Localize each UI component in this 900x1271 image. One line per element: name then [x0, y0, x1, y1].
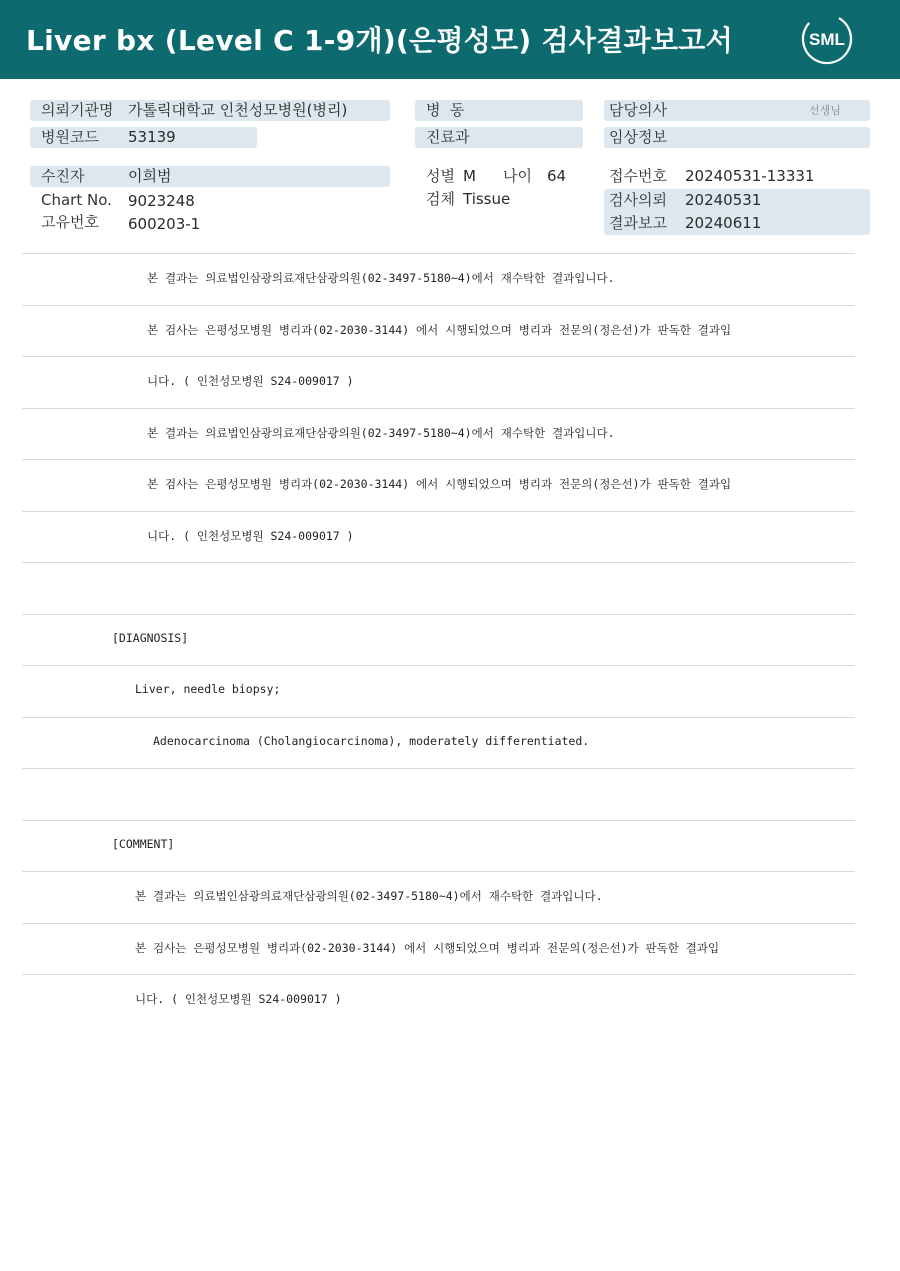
sex-label: 성별: [426, 167, 455, 185]
request-label: 검사의뢰: [609, 191, 667, 209]
age-label: 나이: [503, 167, 532, 185]
hospital-code-label: 병원코드: [41, 128, 99, 146]
report-line-text: [DIAGNOSIS]: [112, 630, 189, 645]
report-line: [22, 305, 855, 357]
chart-label: Chart No.: [41, 191, 112, 209]
result-value: 20240611: [685, 214, 762, 232]
report-body: [22, 253, 855, 1026]
report-line-text: 본 검사는 은평성모병원 병리과(02-2030-3144) 에서 시행되었으며 병리과 전문의(정은선)가 판독한 결과입: [147, 322, 732, 337]
report-line: [22, 356, 855, 408]
report-line-text: [COMMENT]: [112, 836, 175, 851]
institution-label: 의뢰기관명: [41, 101, 114, 119]
request-value: 20240531: [685, 191, 762, 209]
report-line: [22, 717, 855, 769]
report-line: [22, 511, 855, 563]
report-title: Liver bx (Level C 1-9개)(은평성모) 검사결과보고서: [26, 24, 734, 57]
doctor-label: 담당의사: [609, 101, 667, 119]
id-value: 600203-1: [128, 215, 201, 233]
doctor-suffix: 선생님: [809, 104, 841, 117]
report-line: [22, 665, 855, 717]
report-line: [22, 871, 855, 923]
report-line: [22, 768, 855, 820]
chart-value: 9023248: [128, 192, 195, 210]
report-line-text: Adenocarcinoma (Cholangiocarcinoma), moderately differentiated.: [153, 733, 590, 748]
report-line-text: 니다. ( 인천성모병원 S24-009017 ): [147, 374, 354, 388]
patient-label: 수진자: [41, 167, 85, 185]
clinical-label: 임상정보: [609, 128, 667, 146]
report-line: [22, 253, 855, 305]
report-line: [22, 614, 855, 666]
hospital-code-value: 53139: [128, 128, 176, 146]
report-line: [22, 562, 855, 614]
report-line: [22, 820, 855, 872]
receipt-label: 접수번호: [609, 167, 667, 185]
report-line: [22, 408, 855, 460]
report-line: [22, 459, 855, 511]
result-label: 결과보고: [609, 214, 667, 232]
sml-logo: [800, 12, 854, 66]
report-line-text: 본 결과는 의료법인삼광의료재단삼광의원(02-3497-5180~4)에서 재수탁한 결과입니다.: [147, 271, 615, 285]
logo-text: SML: [809, 30, 845, 49]
report-line-text: Liver, needle biopsy;: [135, 682, 281, 696]
report-line: [22, 923, 855, 975]
report-line-text: 본 결과는 의료법인삼광의료재단삼광의원(02-3497-5180~4)에서 재수탁한 결과입니다.: [135, 889, 603, 903]
report-line-text: 본 검사는 은평성모병원 병리과(02-2030-3144) 에서 시행되었으며 병리과 전문의(정은선)가 판독한 결과입: [147, 477, 732, 491]
report-header: [0, 0, 900, 79]
ward-label: 병 동: [426, 101, 465, 119]
specimen-label: 검체: [426, 190, 455, 208]
report-line-text: 본 검사는 은평성모병원 병리과(02-2030-3144) 에서 시행되었으며 병리과 전문의(정은선)가 판독한 결과입: [135, 940, 720, 955]
report-line-text: 니다. ( 인천성모병원 S24-009017 ): [147, 528, 354, 543]
specimen-value: Tissue: [463, 190, 511, 208]
receipt-value: 20240531-13331: [685, 167, 815, 185]
institution-value: 가톨릭대학교 인천성모병원(병리): [128, 101, 348, 119]
sex-value: M: [463, 167, 476, 185]
id-label: 고유번호: [41, 213, 99, 231]
patient-value: 이희범: [128, 167, 172, 185]
dept-label: 진료과: [426, 128, 470, 146]
age-value: 64: [547, 167, 567, 185]
report-line: [22, 974, 855, 1026]
report-line-text: 니다. ( 인천성모병원 S24-009017 ): [135, 992, 342, 1006]
report-line-text: 본 결과는 의료법인삼광의료재단삼광의원(02-3497-5180~4)에서 재수탁한 결과입니다.: [147, 425, 615, 440]
